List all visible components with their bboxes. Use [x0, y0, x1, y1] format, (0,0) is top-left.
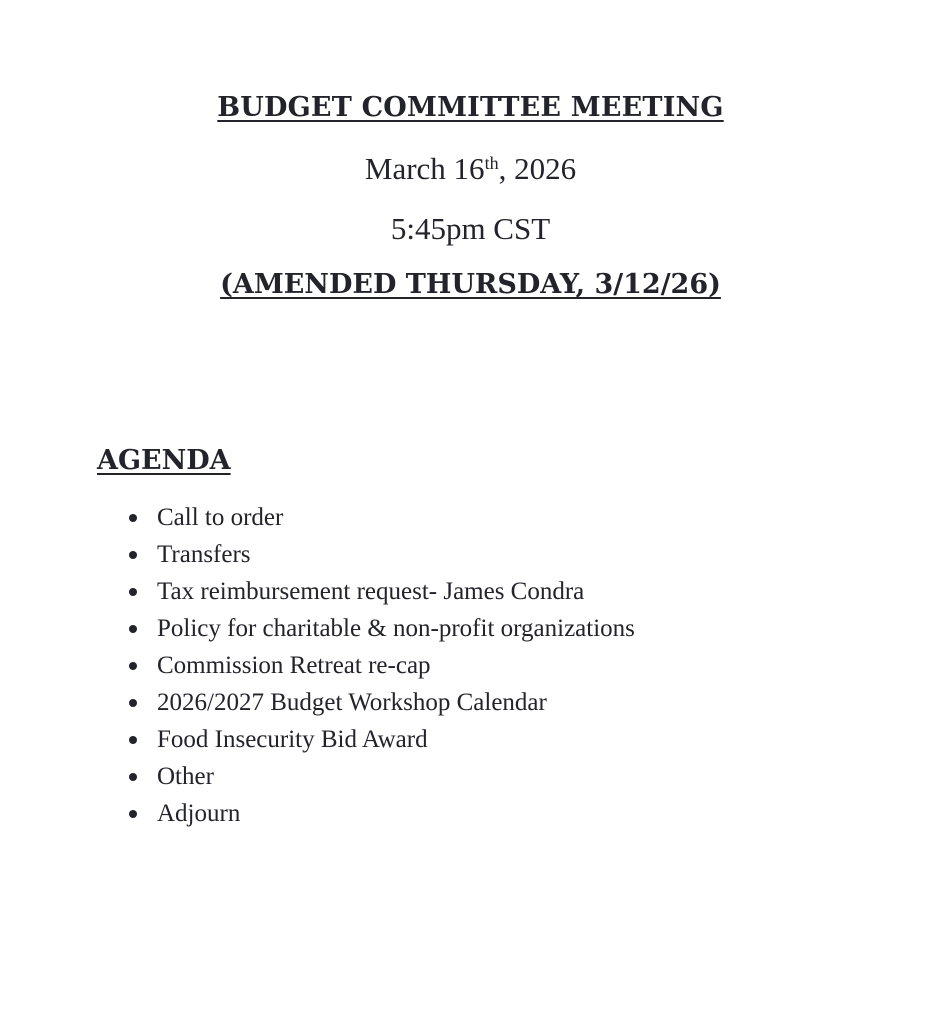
bullet-icon: [129, 810, 137, 818]
agenda-item-text: Food Insecurity Bid Award: [157, 726, 428, 753]
agenda-item-text: Transfers: [157, 541, 251, 568]
agenda-item-text: Commission Retreat re-cap: [157, 652, 431, 679]
bullet-icon: [129, 588, 137, 596]
amended-note: [0, 269, 941, 300]
meeting-time: 5:45pm CST: [390, 211, 551, 246]
date-day: March 16: [364, 151, 485, 186]
bullet-icon: [129, 625, 137, 633]
bullet-icon: [129, 514, 137, 522]
date-ordinal: th: [484, 153, 499, 173]
agenda-item-text: Adjourn: [157, 800, 241, 827]
bullet-icon: [129, 662, 137, 670]
bullet-icon: [129, 736, 137, 744]
meeting-date: [0, 151, 941, 187]
bullet-icon: [129, 773, 137, 781]
agenda-item-text: Policy for charitable & non-profit organizations: [157, 615, 635, 642]
bullet-icon: [129, 551, 137, 559]
meeting-title: [0, 92, 941, 123]
agenda-item-text: Tax reimbursement request- James Condra: [157, 578, 585, 605]
agenda-item-text: Call to order: [157, 504, 284, 531]
date-year: , 2026: [498, 151, 577, 186]
amended-note-text: (AMENDED THURSDAY, 3/12/26): [220, 269, 721, 300]
agenda-heading: AGENDA: [97, 445, 231, 476]
agenda-item-text: 2026/2027 Budget Workshop Calendar: [157, 689, 547, 716]
agenda-item-text: Other: [157, 763, 214, 790]
bullet-icon: [129, 699, 137, 707]
meeting-title-text: BUDGET COMMITTEE MEETING: [217, 92, 724, 123]
